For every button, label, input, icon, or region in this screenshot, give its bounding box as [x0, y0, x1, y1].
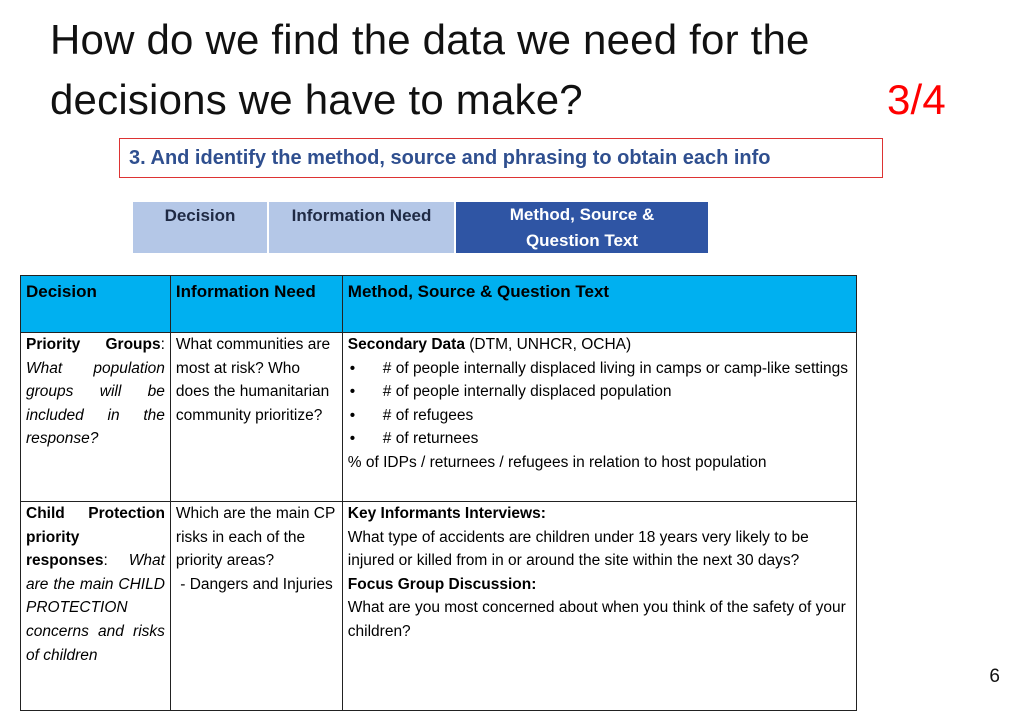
title-line-1: How do we find the data we need for the	[50, 16, 810, 63]
row2-info-need-cell	[170, 502, 342, 711]
bullet-icon: •	[349, 406, 356, 424]
list-item: • # of people internally displaced population	[348, 380, 851, 404]
row2-kii-title: Key Informants Interviews:	[347, 505, 546, 522]
row1-method-source	[348, 333, 851, 357]
row1-decision-colon: :	[160, 336, 165, 353]
row2-kii-question: What type of accidents are children under 18 years very likely to be injured or killed from in or around the site within the next 30 days?	[347, 528, 809, 570]
table-header-information-need: Information Need	[170, 276, 342, 333]
row2-info-need-subitem: - Dangers and Injuries	[175, 575, 333, 593]
row2-fgd-title: Focus Group Discussion:	[347, 575, 537, 593]
row2-fgd-question: What are you most concerned about when you think of the safety of your children?	[347, 599, 846, 640]
header-bar-decision: Decision	[133, 202, 269, 253]
row2-info-need-question: Which are the main CP risks in each of the priority areas?	[175, 505, 336, 570]
table-header-method: Method, Source & Question Text	[342, 276, 856, 333]
bullet-icon: •	[349, 383, 356, 401]
table-row	[21, 333, 857, 502]
row1-decision-cell	[21, 333, 171, 502]
row1-decision-question: What population groups will be included in the response?	[26, 359, 165, 448]
row2-decision-cell	[21, 502, 171, 711]
list-item: • # of people internally displaced living in camps or camp-like settings	[348, 357, 851, 381]
bullet-icon: •	[349, 359, 356, 377]
row1-method-footer: % of IDPs / returnees / refugees in relation to host population	[347, 453, 767, 471]
row1-bullet-list	[348, 357, 851, 451]
title-line-2: decisions we have to make?	[50, 76, 583, 123]
table-header-decision: Decision	[21, 276, 171, 333]
list-item: • # of returnees	[348, 427, 851, 451]
header-bar-method-label: Method, Source & Question Text	[509, 205, 655, 250]
row1-method-title-suffix: (DTM, UNHCR, OCHA)	[464, 336, 632, 353]
row2-decision-question: What are the main CHILD PROTECTION concerns and risks of children	[26, 552, 165, 664]
bullet-icon: •	[349, 430, 356, 448]
header-bar-method	[456, 202, 708, 253]
slide-counter: 3/4	[887, 76, 946, 123]
row2-decision-title: Child Protection priority responses	[26, 505, 165, 570]
table-header-row	[21, 276, 857, 333]
table-row	[21, 502, 857, 711]
row1-info-need-cell: What communities are most at risk? Who does the humanitarian community prioritize?	[170, 333, 342, 502]
row2-decision-colon: :	[103, 552, 108, 570]
column-header-bar	[133, 202, 708, 253]
list-item: • # of refugees	[348, 404, 851, 428]
step-callout: 3. And identify the method, source and phrasing to obtain each info	[119, 138, 883, 178]
slide-title	[50, 10, 950, 130]
row1-decision-title: Priority Groups	[26, 336, 161, 353]
row1-method-cell	[342, 333, 856, 502]
row2-method-cell	[342, 502, 856, 711]
header-bar-information-need: Information Need	[269, 202, 456, 253]
row1-method-title: Secondary Data	[347, 336, 465, 353]
page-number: 6	[989, 666, 1000, 687]
decision-table	[20, 275, 857, 711]
